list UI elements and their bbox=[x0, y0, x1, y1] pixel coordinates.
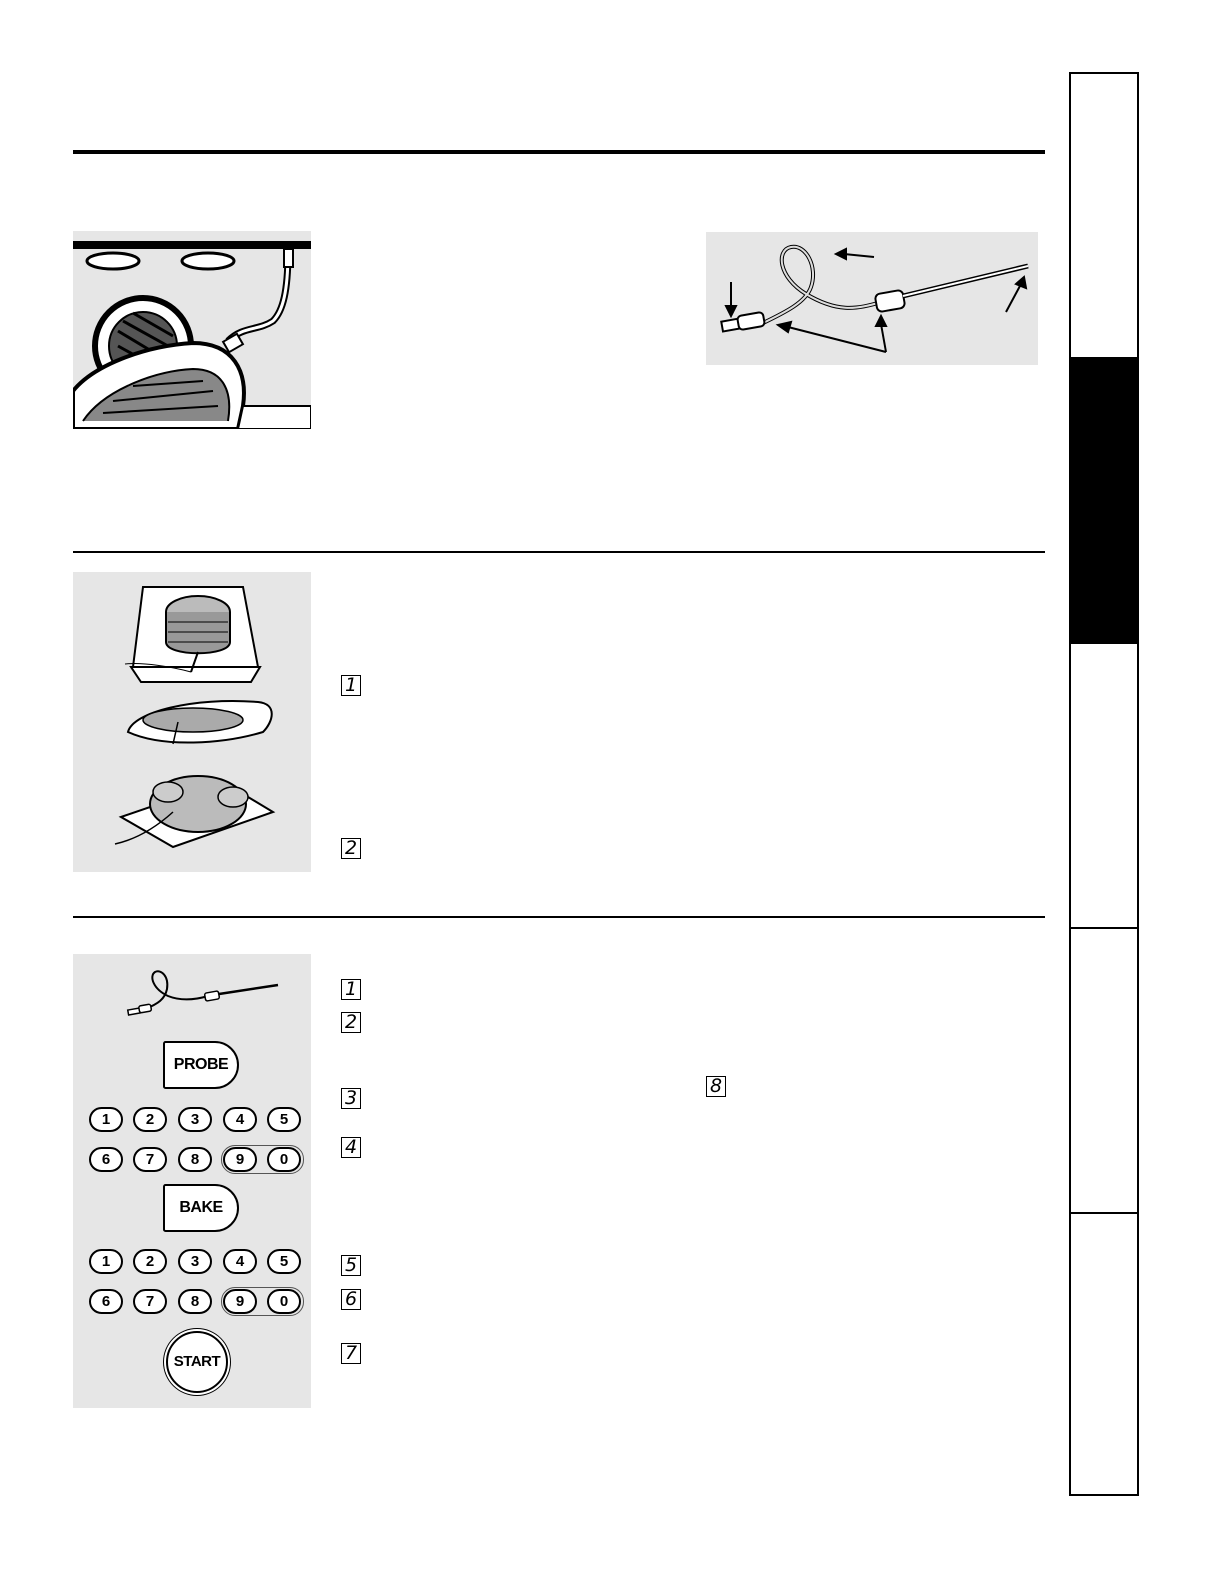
digit-key-1[interactable]: 1 bbox=[89, 1107, 123, 1132]
header-rule bbox=[73, 150, 1045, 154]
step-marker: 1 bbox=[341, 675, 361, 696]
step-marker: 8 bbox=[706, 1076, 726, 1097]
digit-key-0[interactable]: 0 bbox=[267, 1147, 301, 1172]
digit-key-2[interactable]: 2 bbox=[133, 1107, 167, 1132]
section-tab-support[interactable] bbox=[1069, 1212, 1139, 1496]
digit-key-0[interactable]: 0 bbox=[267, 1289, 301, 1314]
digit-key-3[interactable]: 3 bbox=[178, 1249, 212, 1274]
digit-key-4[interactable]: 4 bbox=[223, 1249, 257, 1274]
digit-key-3[interactable]: 3 bbox=[178, 1107, 212, 1132]
section-tab-care[interactable] bbox=[1069, 642, 1139, 929]
digit-key-5[interactable]: 5 bbox=[267, 1249, 301, 1274]
probe-icon bbox=[73, 954, 311, 1034]
digit-key-1[interactable]: 1 bbox=[89, 1249, 123, 1274]
section-tab-troubleshooting[interactable] bbox=[1069, 927, 1139, 1214]
digit-key-9[interactable]: 9 bbox=[223, 1289, 257, 1314]
section-tab-operating[interactable] bbox=[1069, 357, 1139, 644]
digit-key-6[interactable]: 6 bbox=[89, 1147, 123, 1172]
step-marker: 5 bbox=[341, 1255, 361, 1276]
step-marker: 2 bbox=[341, 1012, 361, 1033]
step-marker: 6 bbox=[341, 1289, 361, 1310]
bake-key[interactable]: BAKE bbox=[163, 1184, 239, 1232]
step-marker: 1 bbox=[341, 979, 361, 1000]
probe-diagram bbox=[706, 232, 1038, 365]
digit-key-8[interactable]: 8 bbox=[178, 1289, 212, 1314]
digit-key-9[interactable]: 9 bbox=[223, 1147, 257, 1172]
food-probe-placement-illustration bbox=[73, 572, 311, 872]
step-marker: 2 bbox=[341, 838, 361, 859]
digit-key-5[interactable]: 5 bbox=[267, 1107, 301, 1132]
start-key[interactable]: START bbox=[166, 1331, 228, 1393]
step-marker: 3 bbox=[341, 1088, 361, 1109]
digit-key-4[interactable]: 4 bbox=[223, 1107, 257, 1132]
oven-probe-illustration bbox=[73, 231, 311, 429]
digit-key-7[interactable]: 7 bbox=[133, 1289, 167, 1314]
step-marker: 4 bbox=[341, 1137, 361, 1158]
digit-key-2[interactable]: 2 bbox=[133, 1249, 167, 1274]
section-divider-1 bbox=[73, 551, 1045, 553]
section-divider-2 bbox=[73, 916, 1045, 918]
digit-key-8[interactable]: 8 bbox=[178, 1147, 212, 1172]
digit-key-6[interactable]: 6 bbox=[89, 1289, 123, 1314]
step-marker: 7 bbox=[341, 1343, 361, 1364]
digit-key-7[interactable]: 7 bbox=[133, 1147, 167, 1172]
section-tab-safety[interactable] bbox=[1069, 72, 1139, 359]
probe-key[interactable]: PROBE bbox=[163, 1041, 239, 1089]
